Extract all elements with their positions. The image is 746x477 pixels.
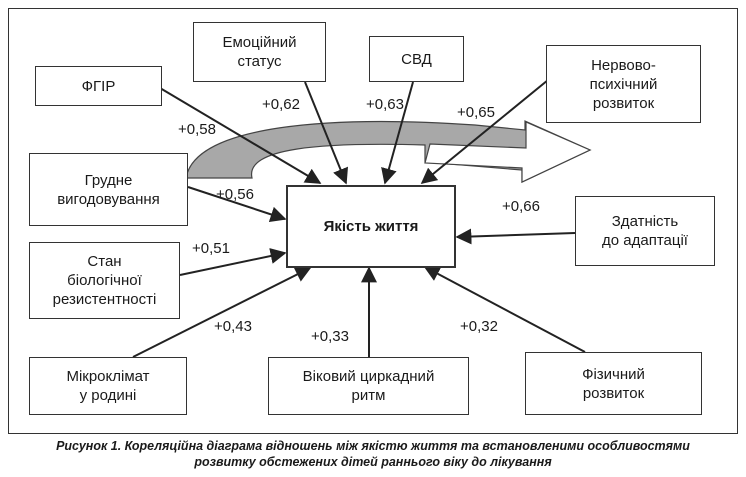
box-adaptation: Здатність до адаптації <box>575 196 715 266</box>
coef-breastfeeding: +0,56 <box>216 186 254 203</box>
coef-emotional: +0,62 <box>262 96 300 113</box>
box-fgir: ФГІР <box>35 66 162 106</box>
coef-neuro: +0,65 <box>457 104 495 121</box>
caption-line-1: Рисунок 1. Кореляційна діаграма відношень між якістю життя та встановленими особливостями <box>56 439 690 453</box>
box-breastfeeding: Грудне вигодовування <box>29 153 188 226</box>
figure-caption <box>0 438 746 470</box>
coef-physical: +0,32 <box>460 318 498 335</box>
box-microclimate: Мікроклімат у родині <box>29 357 187 415</box>
box-svd: СВД <box>369 36 464 82</box>
coef-svd: +0,63 <box>366 96 404 113</box>
box-circadian: Віковий циркадний ритм <box>268 357 469 415</box>
box-resistance: Стан біологічної резистентності <box>29 242 180 319</box>
arrow-physical <box>425 267 585 352</box>
coef-fgir: +0,58 <box>178 121 216 138</box>
box-emotional: Емоційний статус <box>193 22 326 82</box>
box-physical: Фізичний розвиток <box>525 352 702 415</box>
arrow-adaptation <box>457 233 575 237</box>
coef-adaptation: +0,66 <box>502 198 540 215</box>
box-neuro: Нервово- психічний розвиток <box>546 45 701 123</box>
coef-circadian: +0,33 <box>311 328 349 345</box>
coef-microclimate: +0,43 <box>214 318 252 335</box>
coef-resistance: +0,51 <box>192 240 230 257</box>
box-quality-of-life: Якість життя <box>286 185 456 268</box>
caption-line-2: розвитку обстежених дітей раннього віку до лікування <box>194 455 552 469</box>
